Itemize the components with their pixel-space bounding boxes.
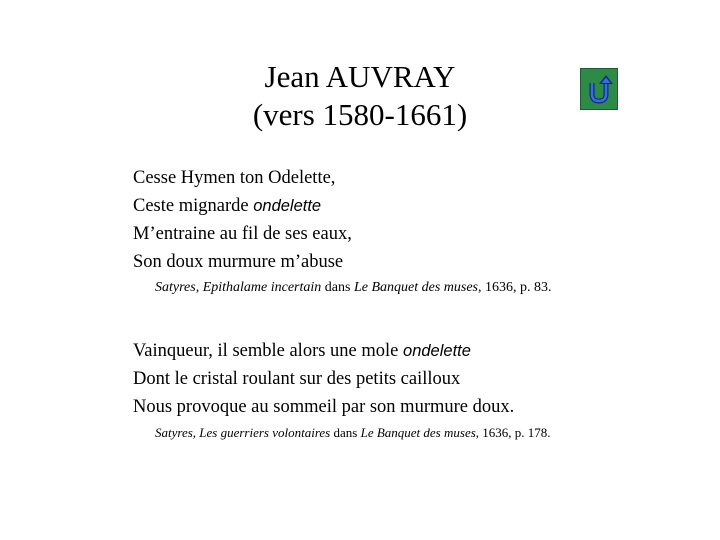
verse-line: M’entraine au fil de ses eaux, — [133, 224, 352, 244]
citation-work: Satyres, Epithalame incertain — [155, 280, 322, 295]
citation-book: Le Banquet des muses — [360, 425, 476, 440]
poem-stanza-1 — [133, 164, 352, 276]
verse-line: Nous provoque au sommeil par son murmure doux. — [133, 397, 515, 417]
author-dates: (vers 1580-1661) — [252, 97, 468, 132]
verse-line: Cesse Hymen ton Odelette, — [133, 168, 336, 188]
verse-text: Ceste mignarde — [133, 196, 254, 216]
u-turn-back-icon — [584, 73, 614, 105]
page-title — [210, 58, 510, 134]
citation-dans: dans — [330, 425, 361, 440]
verse-line: Son doux murmure m’abuse — [133, 252, 344, 272]
verse-line — [133, 192, 352, 220]
author-name: Jean AUVRAY — [264, 59, 456, 94]
citation-1 — [155, 280, 552, 296]
italic-word: ondelette — [253, 197, 322, 215]
citation-2 — [155, 425, 551, 441]
verse-line — [133, 337, 514, 365]
verse-text: Vainqueur, il semble alors une mole — [133, 341, 404, 361]
citation-rest: , 1636, p. 178. — [475, 425, 551, 440]
italic-word: ondelette — [403, 342, 471, 360]
citation-rest: , 1636, p. 83. — [478, 280, 552, 295]
poem-stanza-2 — [133, 337, 514, 421]
citation-dans: dans — [321, 280, 354, 295]
back-button[interactable] — [580, 68, 618, 110]
citation-book: Le Banquet des muses — [353, 280, 479, 295]
citation-work: Satyres, Les guerriers volontaires — [155, 425, 331, 440]
verse-line: Dont le cristal roulant sur des petits cailloux — [133, 369, 461, 389]
